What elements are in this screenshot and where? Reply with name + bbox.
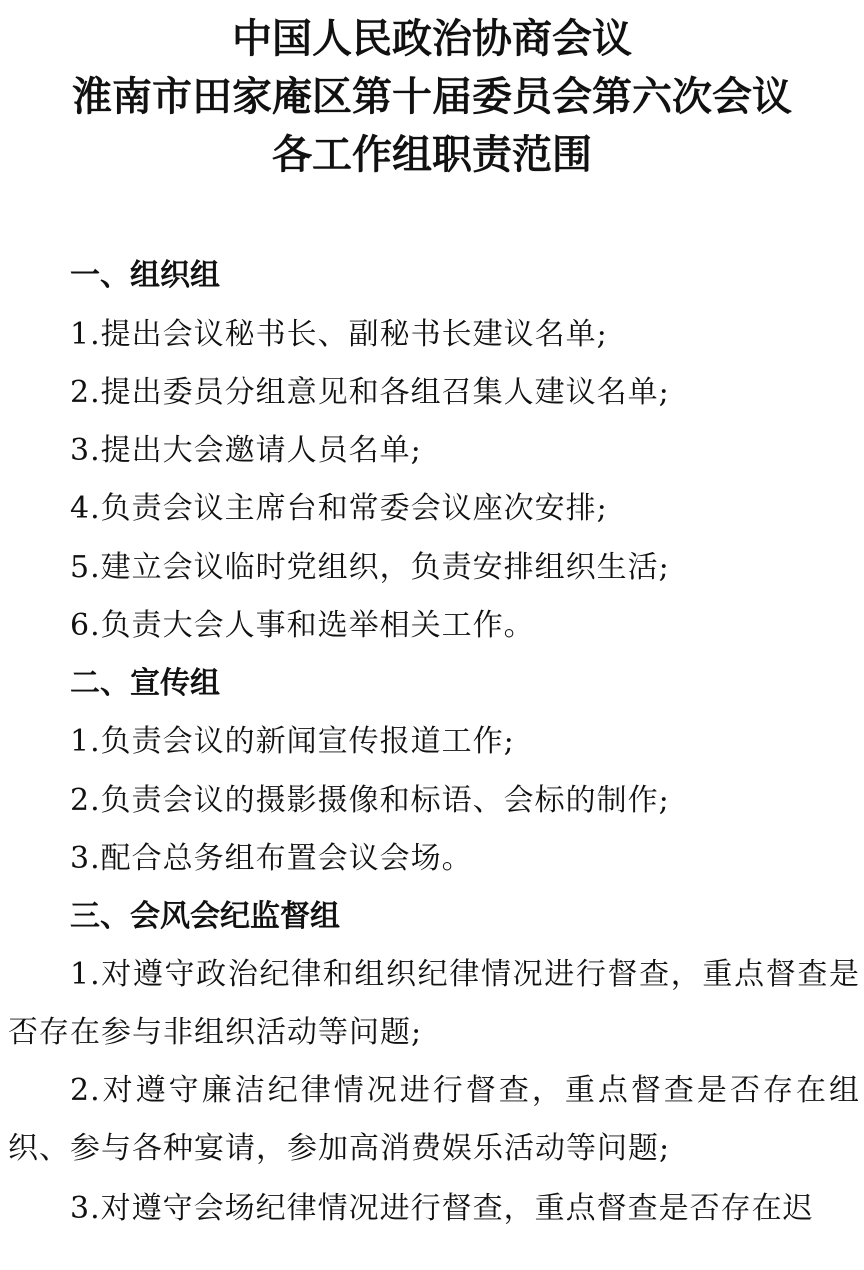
list-item: 1.负责会议的新闻宣传报道工作; <box>70 724 515 759</box>
list-item: 2.提出委员分组意见和各组召集人建议名单; <box>70 375 670 410</box>
list-item: 5.建立会议临时党组织，负责安排组织生活; <box>70 550 670 585</box>
title-line-2: 淮南市田家庵区第十届委员会第六次会议 <box>72 74 792 120</box>
list-item: 3.配合总务组布置会议会场。 <box>70 841 473 876</box>
title-line-1: 中国人民政治协商会议 <box>232 16 632 62</box>
document-title <box>0 10 864 184</box>
list-item: 1.对遵守政治纪律和组织纪律情况进行督查，重点督查是否存在参与非组织活动等问题; <box>8 957 860 1050</box>
list-item: 4.负责会议主席台和常委会议座次安排; <box>70 491 608 526</box>
list-item: 3.对遵守会场纪律情况进行督查，重点督查是否存在迟 <box>70 1191 814 1226</box>
list-item: 1.提出会议秘书长、副秘书长建议名单; <box>70 317 608 352</box>
list-item: 3.提出大会邀请人员名单; <box>70 433 422 468</box>
section-heading-publicity: 二、宣传组 <box>70 666 220 701</box>
section-heading-discipline-supervision: 三、会风会纪监督组 <box>70 899 340 934</box>
list-item: 6.负责大会人事和选举相关工作。 <box>70 608 535 643</box>
section-heading-organization: 一、组织组 <box>70 258 220 293</box>
list-item: 2.对遵守廉洁纪律情况进行督查，重点督查是否存在组织、参与各种宴请，参加高消费娱乐活动等问题; <box>8 1073 860 1166</box>
list-item: 2.负责会议的摄影摄像和标语、会标的制作; <box>70 783 670 818</box>
title-line-3: 各工作组职责范围 <box>272 132 592 178</box>
